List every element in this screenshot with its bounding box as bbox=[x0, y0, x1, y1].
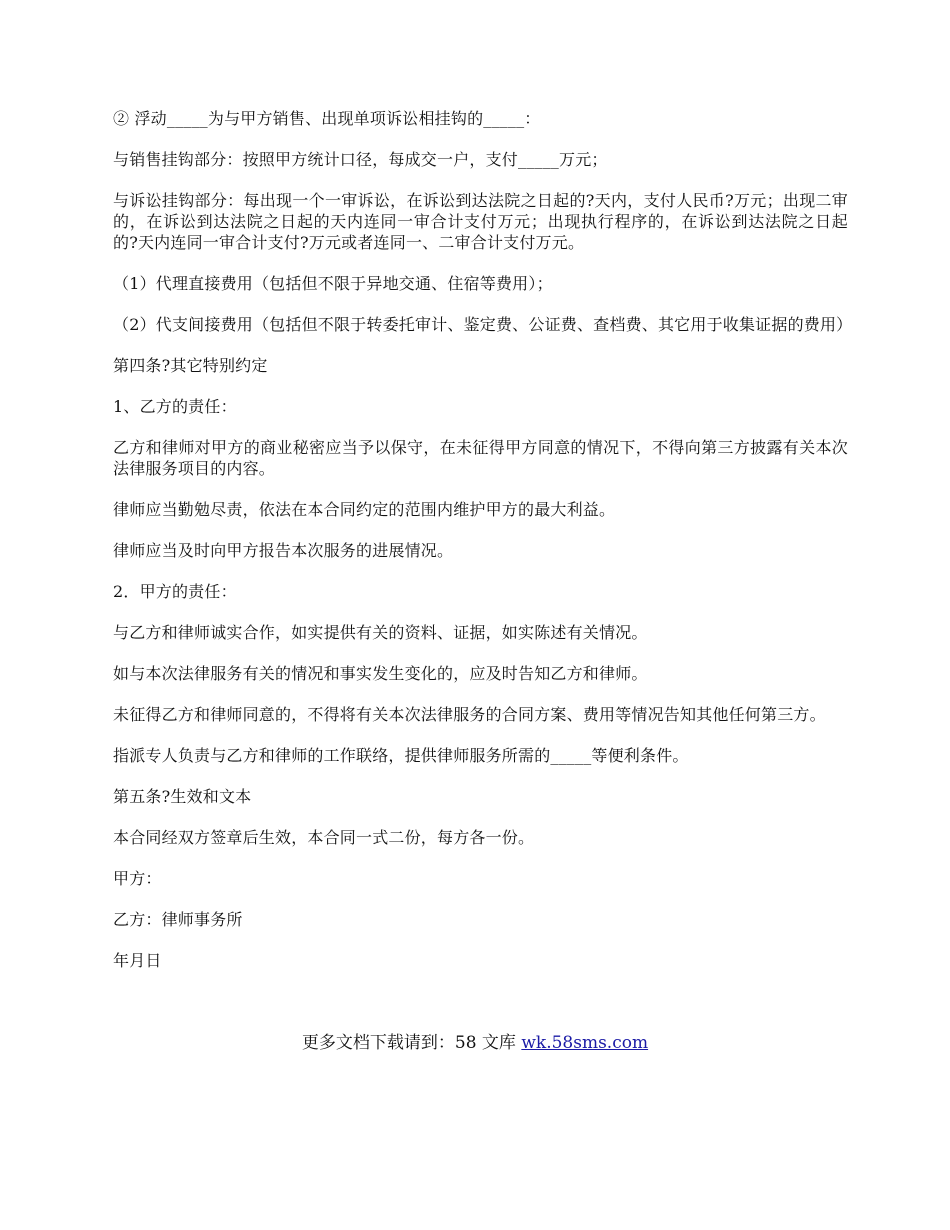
paragraph-no-disclosure: 未征得乙方和律师同意的，不得将有关本次法律服务的合同方案、费用等情况告知其他任何第三方。 bbox=[113, 705, 826, 724]
subheading-party-b-duties: 1、乙方的责任： bbox=[113, 397, 237, 416]
signature-date: 年月日 bbox=[113, 951, 162, 970]
footer bbox=[0, 1032, 950, 1054]
section-heading-article-5: 第五条?生效和文本 bbox=[113, 787, 252, 806]
signature-party-a: 甲方： bbox=[113, 869, 162, 888]
document-body bbox=[113, 108, 853, 991]
paragraph-effectiveness: 本合同经双方签章后生效，本合同一式二份，每方各一份。 bbox=[113, 828, 535, 847]
paragraph-litigation-linked: 与诉讼挂钩部分：每出现一个一审诉讼，在诉讼到达法院之日起的?天内，支付人民币?万元；出现二审的，在诉讼到达法院之日起的天内连同一审合计支付万元；出现执行程序的，在诉讼到达法院之日起的?天内连同一审合计支付?万元或者连同一、二审合计支付万元。 bbox=[113, 191, 848, 252]
paragraph-indirect-costs: （2）代支间接费用（包括但不限于转委托审计、鉴定费、公证费、查档费、其它用于收集证据的费用） bbox=[113, 315, 853, 334]
section-heading-article-4: 第四条?其它特别约定 bbox=[113, 356, 268, 375]
paragraph-notify-changes: 如与本次法律服务有关的情况和事实发生变化的，应及时告知乙方和律师。 bbox=[113, 664, 648, 683]
paragraph-confidentiality: 乙方和律师对甲方的商业秘密应当予以保守，在未征得甲方同意的情况下，不得向第三方披露有关本次法律服务项目的内容。 bbox=[113, 438, 848, 478]
paragraph-diligence: 律师应当勤勉尽责，依法在本合同约定的范围内维护甲方的最大利益。 bbox=[113, 500, 616, 519]
paragraph-sales-linked: 与销售挂钩部分：按照甲方统计口径，每成交一户，支付_____万元； bbox=[113, 150, 608, 169]
paragraph-floating-fee: ② 浮动_____为与甲方销售、出现单项诉讼相挂钩的_____： bbox=[113, 109, 541, 128]
paragraph-progress-report: 律师应当及时向甲方报告本次服务的进展情况。 bbox=[113, 541, 454, 560]
paragraph-cooperation: 与乙方和律师诚实合作，如实提供有关的资料、证据，如实陈述有关情况。 bbox=[113, 623, 648, 642]
subheading-party-a-duties: 2．甲方的责任： bbox=[113, 582, 237, 601]
footer-link[interactable]: wk.58sms.com bbox=[521, 1033, 649, 1053]
paragraph-direct-costs: （1）代理直接费用（包括但不限于异地交通、住宿等费用）； bbox=[113, 274, 553, 293]
footer-text: 更多文档下载请到：58 文库 bbox=[301, 1033, 522, 1053]
paragraph-liaison: 指派专人负责与乙方和律师的工作联络，提供律师服务所需的_____等便利条件。 bbox=[113, 746, 689, 765]
signature-party-b: 乙方：律师事务所 bbox=[113, 910, 243, 929]
